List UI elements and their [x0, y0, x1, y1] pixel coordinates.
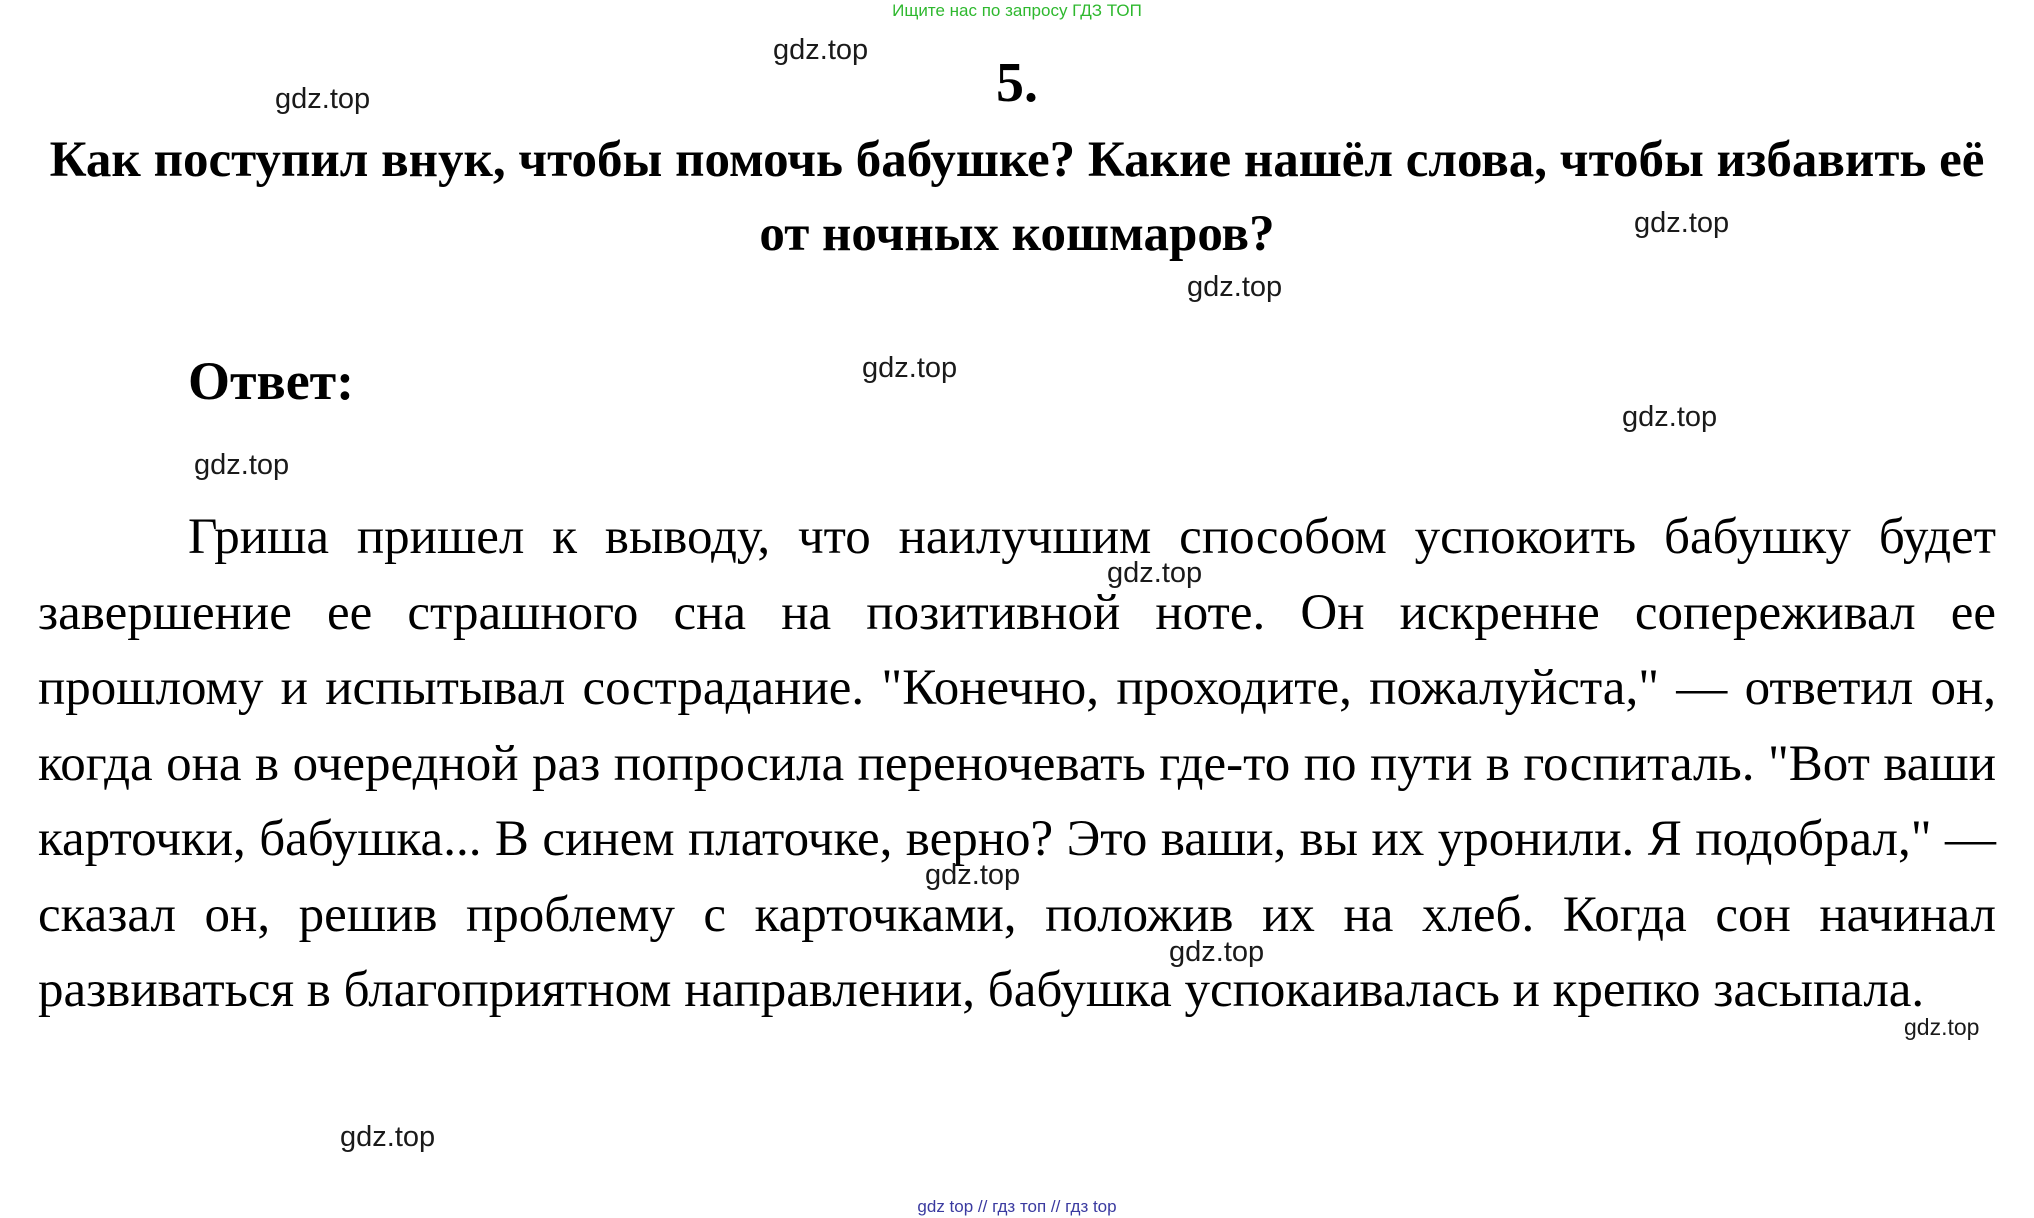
- watermark: gdz.top: [340, 1121, 436, 1153]
- watermark: gdz.top: [1169, 936, 1265, 968]
- watermark: gdz.top: [1622, 401, 1718, 433]
- watermark: gdz.top: [1904, 1014, 1980, 1040]
- answer-label: Ответ:: [188, 351, 355, 411]
- answer-text: Гриша пришел к выводу, что наилучшим способом успокоить бабушку будет завершение ее страшного сна на позитивной ноте. Он искренне сопереживал ее прошлому и испытывал сострадание. "Конечно, проходите, пожалуйста," — ответил он, когда она в очередной раз попросила переночевать где-то по пути в госпиталь. "Вот ваши карточки, бабушка... В синем платочке, верно? Это ваши, вы их уронили. Я подобрал," — сказал он, решив проблему с карточками, положив их на хлеб. Когда сон начинал развиваться в благоприятном направлении, бабушка успокаивалась и крепко засыпала.: [38, 509, 1996, 1018]
- watermark: gdz.top: [194, 449, 290, 481]
- watermark: gdz.top: [1187, 271, 1283, 303]
- task-question: Как поступил внук, чтобы помочь бабушке? Какие нашёл слова, чтобы избавить её от ночных кошмаров?: [49, 132, 1985, 262]
- watermark: gdz.top: [862, 352, 958, 384]
- watermark: gdz.top: [1634, 207, 1730, 239]
- watermark: gdz.top: [275, 83, 371, 115]
- watermark: gdz.top: [1107, 557, 1203, 589]
- task-number: 5.: [996, 52, 1038, 114]
- bottom-footer: gdz top // гдз топ // гдз top: [917, 1197, 1117, 1216]
- top-banner: Ищите нас по запросу ГДЗ ТОП: [892, 1, 1142, 20]
- watermark: gdz.top: [925, 859, 1021, 891]
- watermark: gdz.top: [773, 34, 869, 66]
